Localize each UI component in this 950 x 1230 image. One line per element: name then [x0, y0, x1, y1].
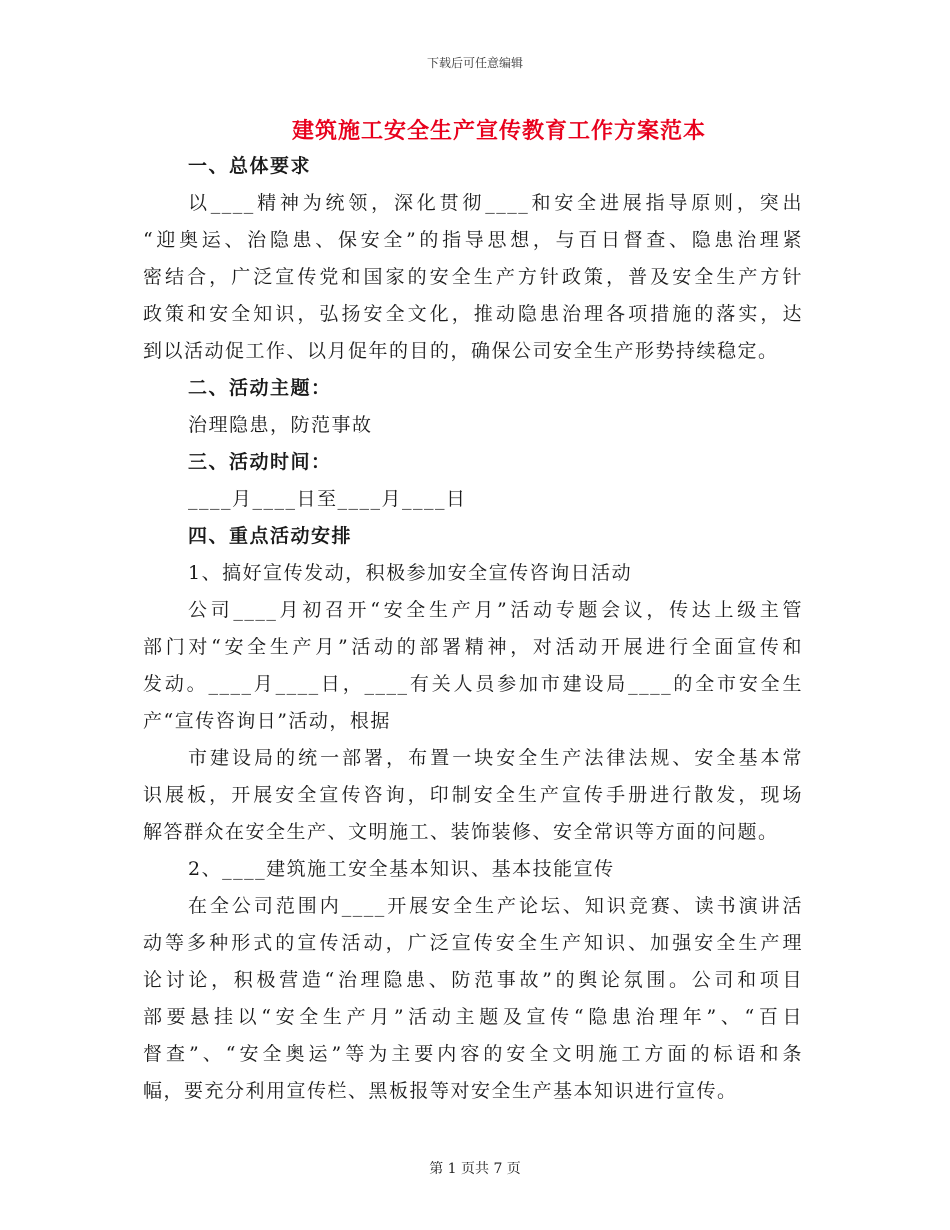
text-line: 识展板，开展安全宣传咨询，印制安全生产宣传手册进行散发，现场 — [143, 784, 803, 806]
text-line: 在全公司范围内____开展安全生产论坛、知识竞赛、读书演讲活 — [188, 895, 803, 917]
text-line: 1、搞好宣传发动，积极参加安全宣传咨询日活动 — [188, 562, 633, 584]
document-title: 建筑施工安全生产宣传教育工作方案范本 — [291, 118, 706, 144]
text-line: 公司____月初召开“安全生产月”活动专题会议，传达上级主管 — [188, 599, 803, 621]
text-line: 动等多种形式的宣传活动，广泛宣传安全生产知识、加强安全生产理 — [143, 932, 803, 954]
text-line: 发动。____月____日，____有关人员参加市建设局____的全市安全生 — [143, 673, 803, 695]
text-line: 部要悬挂以“安全生产月”活动主题及宣传“隐患治理年”、“百日 — [143, 1006, 803, 1028]
text-line: 三、活动时间： — [188, 451, 332, 473]
text-line: 政策和安全知识，弘扬安全文化，推动隐患治理各项措施的落实，达 — [143, 303, 803, 325]
text-line: 二、活动主题： — [188, 377, 332, 399]
text-line: 治理隐患，防范事故 — [188, 414, 373, 436]
text-line: 以____精神为统领，深化贯彻____和安全进展指导原则，突出 — [188, 192, 803, 214]
text-line: “迎奥运、治隐患、保安全”的指导思想，与百日督查、隐患治理紧 — [143, 229, 803, 251]
text-line: 四、重点活动安排 — [188, 525, 353, 547]
text-line: 督查”、“安全奥运”等为主要内容的安全文明施工方面的标语和条 — [143, 1043, 803, 1065]
text-line: 到以活动促工作、以月促年的目的，确保公司安全生产形势持续稳定。 — [143, 340, 779, 362]
header-note: 下载后可任意编辑 — [426, 56, 523, 70]
text-line: ____月____日至____月____日 — [188, 488, 467, 510]
text-line: 产“宣传咨询日”活动，根据 — [143, 710, 391, 732]
text-line: 解答群众在安全生产、文明施工、装饰装修、安全常识等方面的问题。 — [143, 821, 779, 843]
text-line: 密结合，广泛宣传党和国家的安全生产方针政策，普及安全生产方针 — [143, 266, 803, 288]
text-line: 部门对“安全生产月”活动的部署精神，对活动开展进行全面宣传和 — [143, 636, 803, 658]
text-line: 一、总体要求 — [188, 155, 312, 177]
text-line: 市建设局的统一部署，布置一块安全生产法律法规、安全基本常 — [188, 747, 803, 769]
text-line: 幅，要充分利用宣传栏、黑板报等对安全生产基本知识进行宣传。 — [143, 1080, 738, 1102]
document-body — [143, 148, 803, 1110]
page-footer: 第 1 页共 7 页 — [429, 1161, 521, 1177]
text-line: 论讨论，积极营造“治理隐患、防范事故”的舆论氛围。公司和项目 — [143, 969, 803, 991]
text-line: 2、____建筑施工安全基本知识、基本技能宣传 — [188, 858, 615, 880]
